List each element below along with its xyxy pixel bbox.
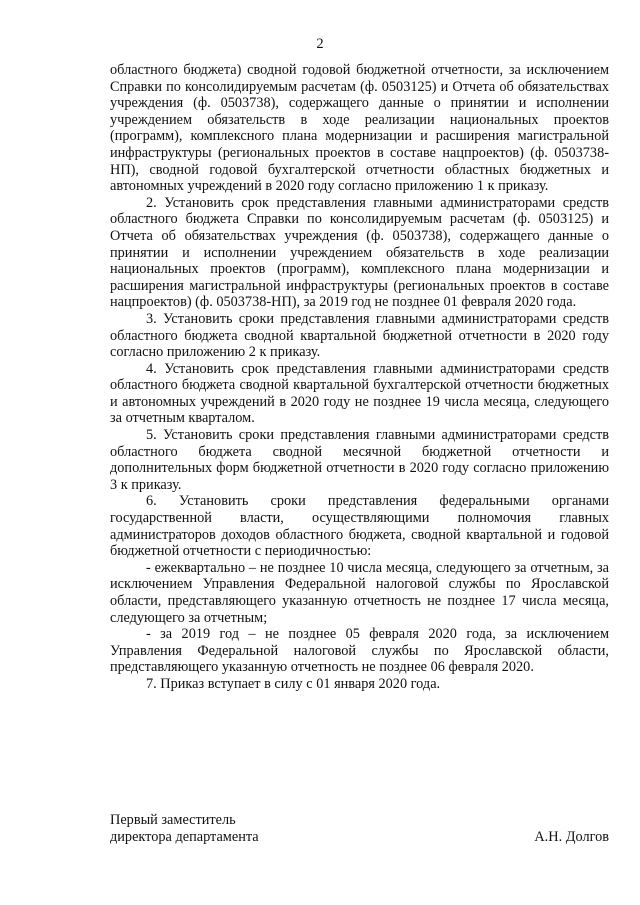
paragraph-item-3: 3. Установить сроки представления главными администраторами средств областного бюджета сводной квартальной бюджетной отчетности в 2020 году согласно приложению 2 к приказу. (110, 310, 609, 361)
paragraph-continuation: областного бюджета) сводной годовой бюджетной отчетности, за исключением Справки по консолидируемым расчетам (ф. 0503125) и Отчета об обязательствах учреждения (ф. 0503738), содержащего данные о принятии и исполнении учреждением обязательств в ходе реализации национальных проектов (программ), комплексного плана модернизации и расширения магистральной инфраструктуры (региональных проектов в составе нацпроектов) (ф. 0503738-НП), сводной годовой бухгалтерской отчетности областных бюджетных и автономных учреждений в 2020 году согласно приложению 1 к приказу. (110, 62, 609, 195)
signature-block (110, 812, 609, 846)
page-number: 2 (316, 36, 324, 52)
document-body (110, 62, 609, 693)
signer-name: А.Н. Долгов (534, 829, 609, 845)
paragraph-item-7: 7. Приказ вступает в силу с 01 января 2020 года. (146, 675, 441, 692)
paragraph-bullet-quarterly: - ежеквартально – не позднее 10 числа месяца, следующего за отчетным, за исключением Управления Федеральной налоговой службы по Ярославской области, представляющего указанную отчетность не позднее 17 числа месяца, следующего за отчетным; (110, 559, 609, 626)
signer-position-line1: Первый заместитель (110, 812, 236, 828)
paragraph-item-5: 5. Установить сроки представления главными администраторами средств областного бюджета сводной месячной бюджетной отчетности и дополнительных форм бюджетной отчетности в 2020 году согласно приложению 3 к приказу. (110, 427, 609, 493)
signer-position-line2: директора департамента (110, 829, 259, 845)
paragraph-item-6: 6. Установить сроки представления федеральными органами государственной власти, осуществляющими полномочия главных администраторов доходов областного бюджета, сводной квартальной и годовой бюджетной отчетности с периодичностью: (110, 493, 609, 560)
paragraph-item-2: 2. Установить срок представления главными администраторами средств областного бюджета Справки по консолидируемым расчетам (ф. 0503125) и Отчета об обязательствах учреждения (ф. 0503738), содержащего данные о принятии и исполнении учреждением обязательств в ходе реализации национальных проектов (программ), комплексного плана модернизации и расширения магистральной инфраструктуры (региональных проектов в составе нацпроектов) (ф. 0503738-НП), за 2019 год не позднее 01 февраля 2020 года. (110, 194, 609, 311)
paragraph-bullet-annual: - за 2019 год – не позднее 05 февраля 2020 года, за исключением Управления Федеральной налоговой службы по Ярославской области, представляющего указанную отчетность не позднее 06 февраля 2020. (110, 626, 609, 676)
paragraph-item-4: 4. Установить срок представления главными администраторами средств областного бюджета сводной квартальной бухгалтерской отчетности бюджетных и автономных учреждений в 2020 году не позднее 19 числа месяца, следующего за отчетным кварталом. (110, 360, 609, 427)
